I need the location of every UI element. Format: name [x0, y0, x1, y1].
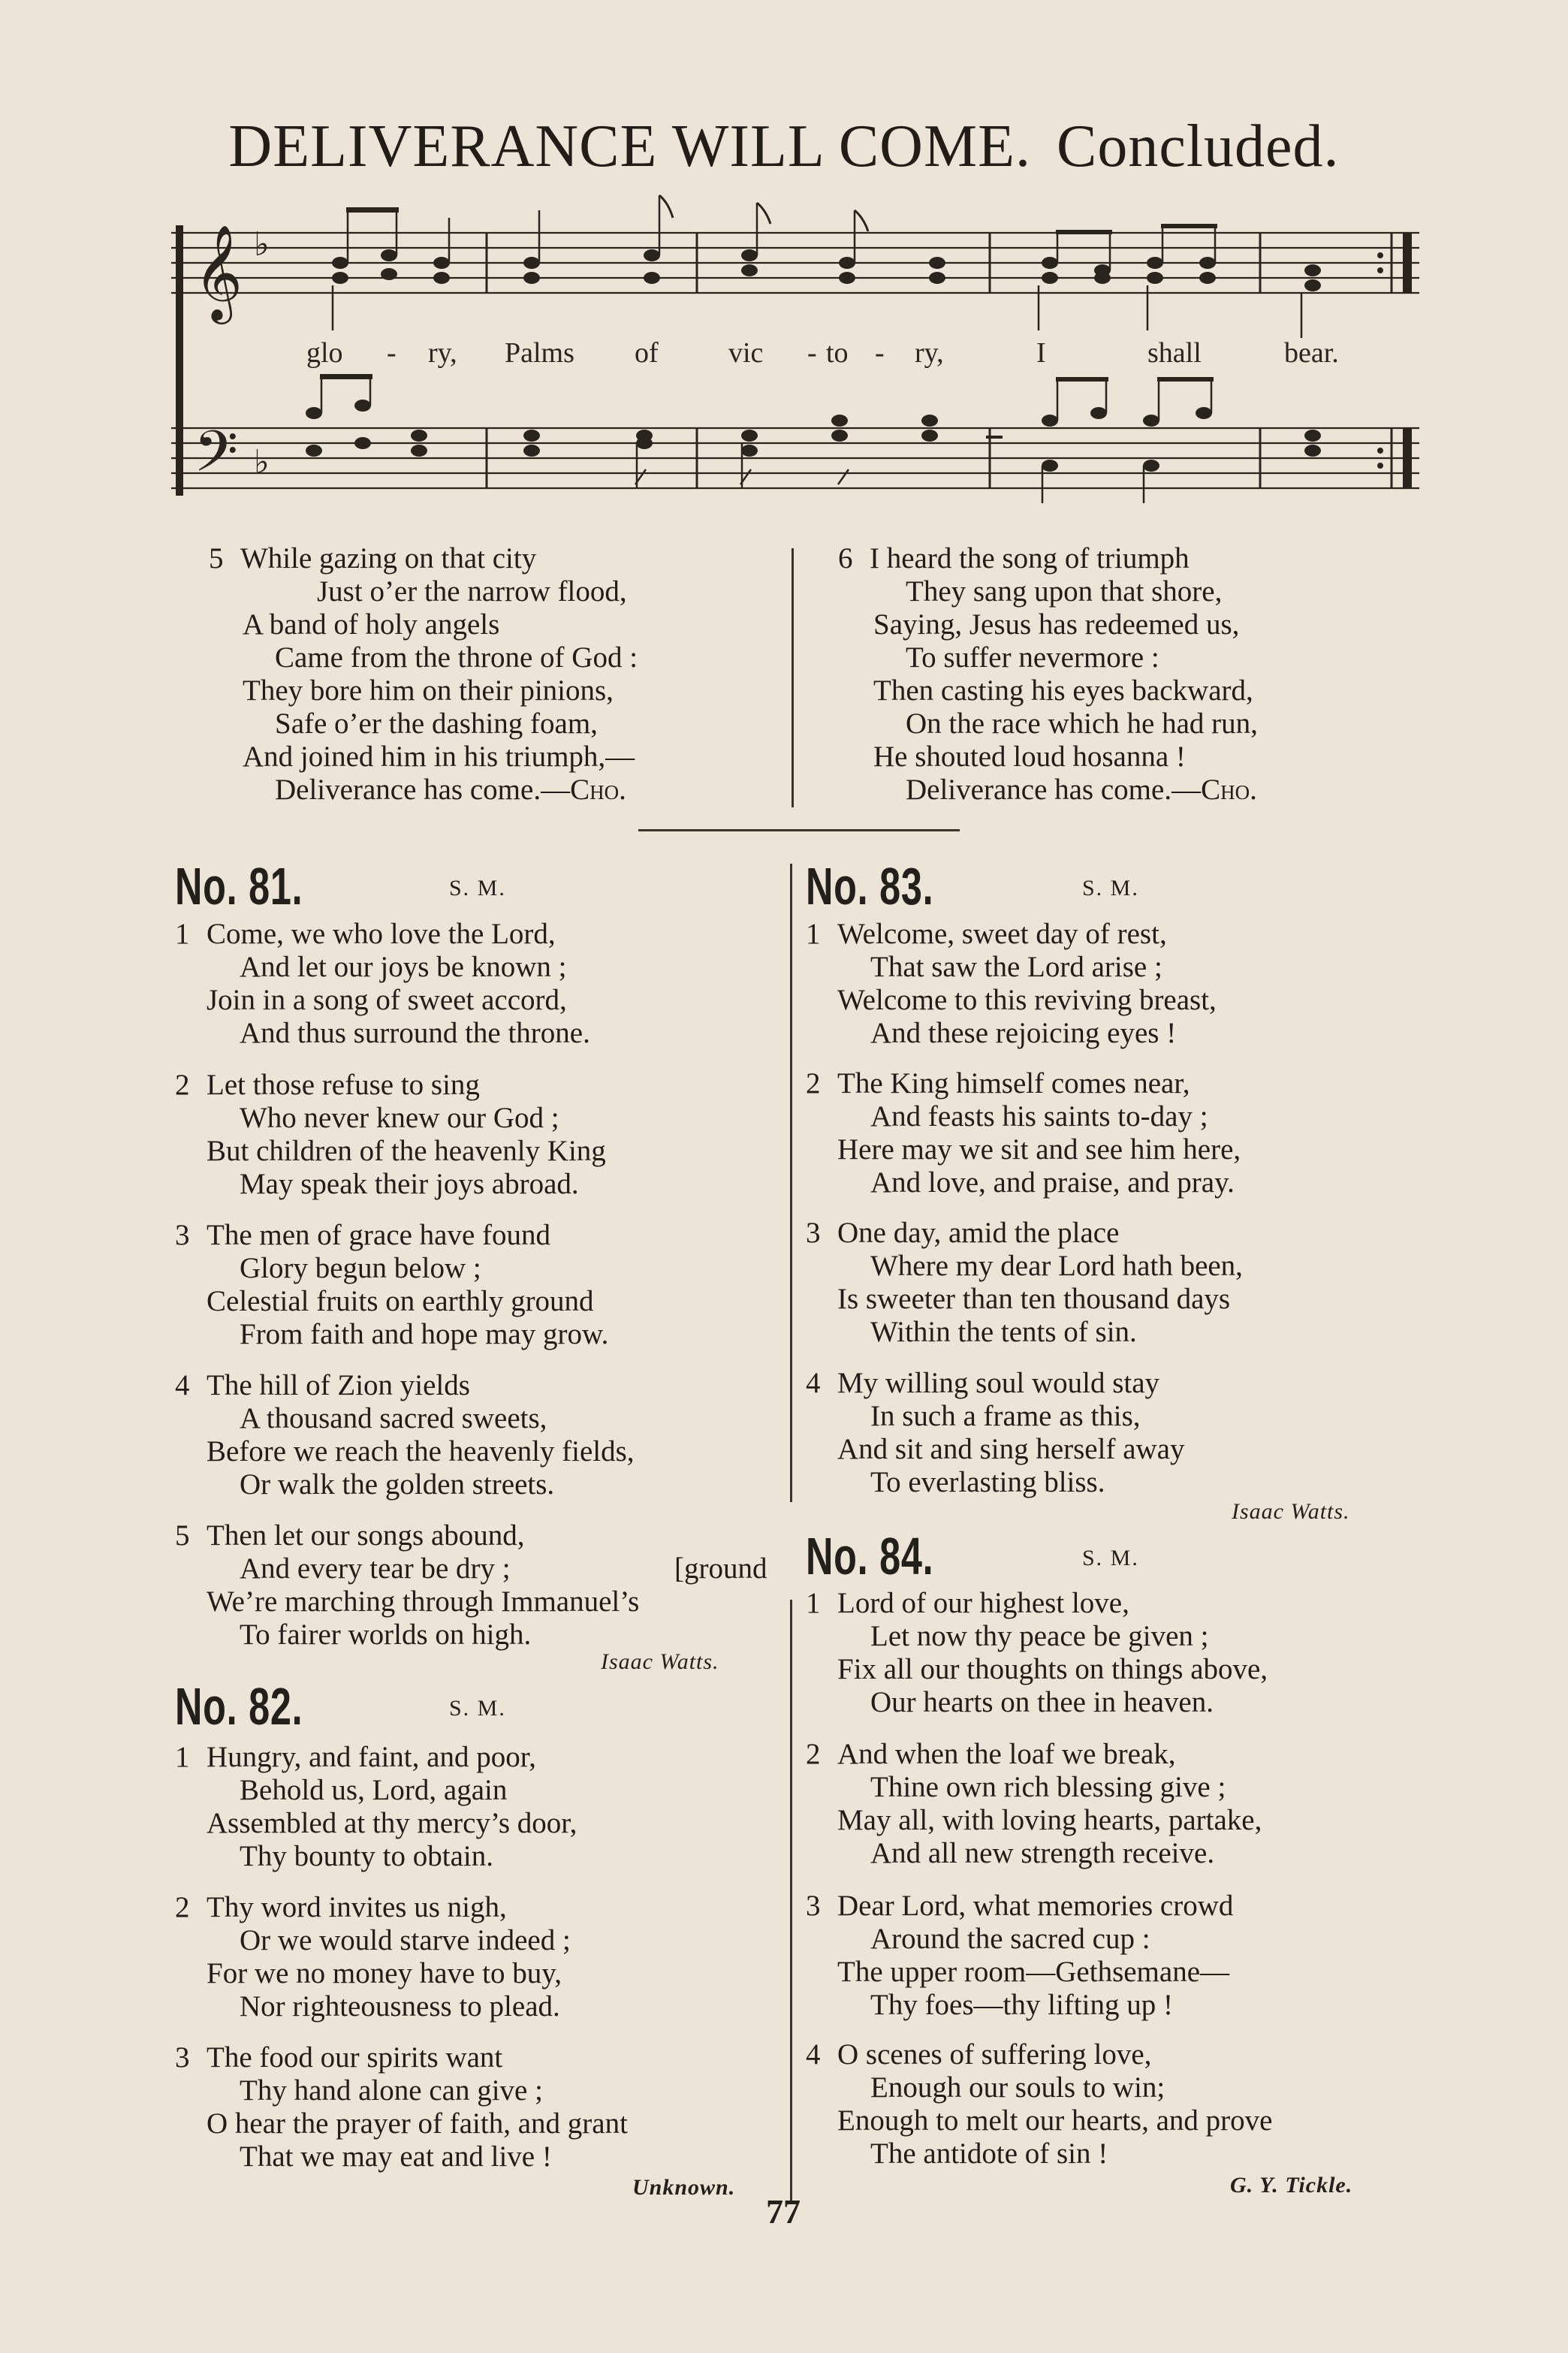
stanza-line: One day, amid the place: [837, 1217, 1120, 1249]
svg-text:♭: ♭: [254, 225, 270, 264]
stanza-line: The men of grace have found: [207, 1219, 551, 1251]
column-divider: [790, 864, 792, 1502]
stanza-number: 1: [175, 918, 190, 950]
lyric-syllable: -: [875, 337, 885, 369]
hymn-81-heading: [175, 856, 506, 916]
hymn-meter: S. M.: [449, 876, 506, 900]
hymn-meter: S. M.: [1082, 876, 1139, 900]
page-number: 77: [766, 2192, 801, 2231]
stanza-line: O hear the prayer of faith, and grant: [207, 2107, 628, 2140]
verse-line: Safe o’er the dashing foam,: [275, 707, 598, 740]
stanza-line: Nor righteousness to plead.: [240, 1990, 560, 2023]
stanza-line: Enough our souls to win;: [870, 2071, 1165, 2104]
stanza-number: 3: [175, 1219, 190, 1251]
hymn-81-stanza-4: [175, 1369, 635, 1501]
svg-text:♭: ♭: [254, 443, 270, 481]
stanza-line: Come, we who love the Lord,: [207, 918, 556, 950]
hymn-82-stanza-1: [175, 1741, 577, 1873]
chorus-marker: Cho.: [1201, 774, 1257, 806]
hymn-81-stanza-3: [175, 1219, 608, 1351]
stanza-line: Around the sacred cup :: [870, 1923, 1150, 1955]
stanza-line: Let now thy peace be given ;: [870, 1620, 1209, 1652]
stanza-line: Is sweeter than ten thousand days: [837, 1283, 1231, 1315]
verse-line: While gazing on that city: [240, 542, 537, 575]
verse-line: I heard the song of triumph: [870, 542, 1190, 575]
hymn-84-stanza-3: [806, 1890, 1233, 2022]
stanza-line: Or we would starve indeed ;: [240, 1924, 571, 1956]
stanza-line: Enough to melt our hearts, and prove: [837, 2104, 1273, 2137]
stanza-line: May speak their joys abroad.: [240, 1168, 579, 1200]
stanza-number: 2: [175, 1891, 190, 1923]
verse-line: Deliverance has come.—: [906, 774, 1202, 806]
hymn-83-heading: [806, 856, 1139, 916]
stanza-number: 1: [806, 918, 821, 950]
hymn-82-stanza-3: [175, 2041, 628, 2174]
hymn-84-stanza-1: [806, 1587, 1268, 1719]
lyric-syllable: ry,: [428, 337, 457, 369]
stanza-line: And let our joys be known ;: [240, 951, 567, 983]
verse-line: They bore him on their pinions,: [243, 674, 614, 707]
stanza-number: 4: [806, 1367, 821, 1399]
stanza-line: The food our spirits want: [207, 2041, 503, 2074]
stanza-line: But children of the heavenly King: [207, 1135, 606, 1167]
lyric-syllable: Palms: [505, 337, 574, 369]
stanza-line: May all, with loving hearts, partake,: [837, 1804, 1262, 1836]
verse-line: Then casting his eyes backward,: [873, 674, 1253, 707]
stanza-line: Celestial fruits on earthly ground: [207, 1285, 594, 1317]
hymn-82-heading: [175, 1676, 506, 1736]
stanza-line: Welcome to this reviving breast,: [837, 984, 1217, 1016]
stanza-number: 5: [175, 1519, 190, 1552]
verse-line: Deliverance has come.—: [275, 774, 571, 806]
overflow-word: [ground: [674, 1552, 767, 1585]
hymn-81-stanza-2: [175, 1069, 606, 1201]
hymn-number: No. 81.: [175, 857, 303, 916]
stanza-line: Assembled at thy mercy’s door,: [207, 1807, 577, 1839]
stanza-line: Fix all our thoughts on things above,: [837, 1653, 1268, 1685]
stanza-number: 2: [175, 1069, 190, 1101]
verse-line: Came from the throne of God :: [275, 641, 638, 674]
verse-line: Just o’er the narrow flood,: [317, 575, 627, 608]
stanza-line: Glory begun below ;: [240, 1252, 481, 1284]
column-divider: [792, 548, 794, 807]
stanza-number: 3: [806, 1890, 821, 1922]
stanza-number: 3: [806, 1217, 821, 1249]
stanza-line: We’re marching through Immanuel’s: [207, 1585, 640, 1618]
stanza-line: The King himself comes near,: [837, 1067, 1190, 1100]
stanza-number: 2: [806, 1738, 821, 1770]
hymn-84-stanza-2: [806, 1738, 1262, 1870]
hymn-83-stanza-4: [806, 1367, 1184, 1499]
stanza-line: Lord of our highest love,: [837, 1587, 1129, 1619]
stanza-line: Thy word invites us nigh,: [207, 1891, 507, 1923]
stanza-line: Thy bounty to obtain.: [240, 1840, 493, 1872]
verse-line: They sang upon that shore,: [906, 575, 1223, 608]
stanza-line: Before we reach the heavenly fields,: [207, 1435, 635, 1468]
stanza-line: Welcome, sweet day of rest,: [837, 918, 1167, 950]
stanza-line: And love, and praise, and pray.: [870, 1166, 1235, 1199]
section-divider: [638, 829, 960, 831]
verse-number: 5: [209, 542, 224, 575]
page-title: [0, 113, 1568, 181]
stanza-line: To everlasting bliss.: [870, 1466, 1105, 1498]
stanza-line: Behold us, Lord, again: [240, 1774, 508, 1806]
stanza-number: 1: [806, 1587, 821, 1619]
hymn-81-stanza-1: [175, 918, 590, 1050]
stanza-line: The hill of Zion yields: [207, 1369, 470, 1401]
stanza-line: And all new strength receive.: [870, 1837, 1215, 1869]
lyric-syllable: I: [1036, 337, 1046, 369]
stanza-line: Within the tents of sin.: [870, 1316, 1137, 1348]
lyric-syllable: bear.: [1284, 337, 1339, 369]
stanza-line: And feasts his saints to-day ;: [870, 1100, 1208, 1133]
hymn-number: No. 82.: [175, 1677, 303, 1736]
verse-line: He shouted loud hosanna !: [873, 741, 1186, 773]
stanza-line: Join in a song of sweet accord,: [207, 984, 567, 1016]
stanza-line: And thus surround the throne.: [240, 1017, 590, 1049]
stanza-number: 4: [175, 1369, 190, 1401]
stanza-line: In such a frame as this,: [870, 1400, 1141, 1432]
hymn-number: No. 84.: [806, 1527, 934, 1585]
stanza-number: 2: [806, 1067, 821, 1100]
title-concluded: Concluded.: [1056, 113, 1340, 179]
stanza-line: Dear Lord, what memories crowd: [837, 1890, 1234, 1922]
stanza-line: Our hearts on thee in heaven.: [870, 1686, 1214, 1718]
lyric-syllable: ry,: [915, 337, 944, 369]
hymn-82-stanza-2: [175, 1891, 571, 2023]
stanza-line: And when the loaf we break,: [837, 1738, 1176, 1770]
verse-line: Saying, Jesus has redeemed us,: [873, 608, 1240, 641]
stanza-line: That we may eat and live !: [240, 2140, 552, 2173]
lyric-syllable: -: [807, 337, 817, 369]
hymn-83-author: Isaac Watts.: [1232, 1499, 1350, 1524]
stanza-line: Thy hand alone can give ;: [240, 2074, 543, 2107]
lyric-syllable: glo: [306, 337, 343, 369]
hymn-number: No. 83.: [806, 857, 934, 916]
column-divider: [790, 1600, 792, 2201]
stanza-line: Where my dear Lord hath been,: [870, 1250, 1243, 1282]
hymn-81-author: Isaac Watts.: [601, 1649, 719, 1674]
stanza-line: The antidote of sin !: [870, 2137, 1108, 2170]
stanza-line: My willing soul would stay: [837, 1367, 1160, 1399]
stanza-line: That saw the Lord arise ;: [870, 951, 1162, 983]
stanza-line: Then let our songs abound,: [207, 1519, 525, 1552]
hymn-84-stanza-4: [806, 2038, 1272, 2170]
hymn-meter: S. M.: [1082, 1546, 1139, 1570]
hymn-83-stanza-3: [806, 1217, 1243, 1349]
stanza-line: Thine own rich blessing give ;: [870, 1771, 1226, 1803]
stanza-line: Thy foes—thy lifting up !: [870, 1989, 1173, 2021]
hymn-81-stanza-5: [175, 1519, 639, 1652]
hymn-84-author: G. Y. Tickle.: [1230, 2173, 1353, 2198]
stanza-line: Here may we sit and see him here,: [837, 1133, 1241, 1166]
hymn-83-stanza-1: [806, 918, 1217, 1050]
hymn-82-author: Unknown.: [632, 2175, 736, 2200]
lyric-syllable: to: [826, 337, 849, 369]
stanza-line: O scenes of suffering love,: [837, 2038, 1152, 2071]
stanza-line: A thousand sacred sweets,: [240, 1402, 547, 1434]
verse-5: [209, 542, 638, 807]
stanza-line: Who never knew our God ;: [240, 1102, 559, 1134]
lyric-syllable: shall: [1147, 337, 1202, 369]
stanza-number: 3: [175, 2041, 190, 2074]
stanza-line: For we no money have to buy,: [207, 1957, 562, 1989]
verse-line: And joined him in his triumph,—: [243, 741, 635, 773]
stanza-line: Let those refuse to sing: [207, 1069, 480, 1101]
hymn-meter: S. M.: [449, 1696, 506, 1721]
svg-text:𝄞: 𝄞: [194, 224, 243, 320]
stanza-line: And these rejoicing eyes !: [870, 1017, 1177, 1049]
stanza-line: Or walk the golden streets.: [240, 1468, 555, 1501]
stanza-number: 1: [175, 1741, 190, 1773]
verse-line: A band of holy angels: [243, 608, 500, 641]
hymn-84-heading: [806, 1526, 1139, 1586]
stanza-line: The upper room—Gethsemane—: [837, 1956, 1230, 1988]
lyric-syllable: of: [635, 337, 659, 369]
stanza-line: And every tear be dry ;: [240, 1552, 511, 1585]
stanza-line: To fairer worlds on high.: [240, 1618, 532, 1651]
stanza-line: From faith and hope may grow.: [240, 1318, 609, 1350]
verse-number: 6: [838, 542, 853, 575]
music-score: [171, 188, 1425, 518]
chorus-marker: Cho.: [570, 774, 626, 806]
lyric-syllable: -: [387, 337, 397, 369]
lyric-syllable: vic: [728, 337, 764, 369]
verse-line: On the race which he had run,: [906, 707, 1258, 740]
verse-6: [838, 542, 1258, 807]
stanza-number: 4: [806, 2038, 821, 2071]
stanza-line: Hungry, and faint, and poor,: [207, 1741, 536, 1773]
stanza-line: And sit and sing herself away: [837, 1433, 1185, 1465]
svg-text:𝄢: 𝄢: [194, 418, 239, 499]
hymn-83-stanza-2: [806, 1067, 1241, 1199]
title-main: DELIVERANCE WILL COME.: [228, 113, 1031, 179]
verse-line: To suffer nevermore :: [906, 641, 1159, 674]
